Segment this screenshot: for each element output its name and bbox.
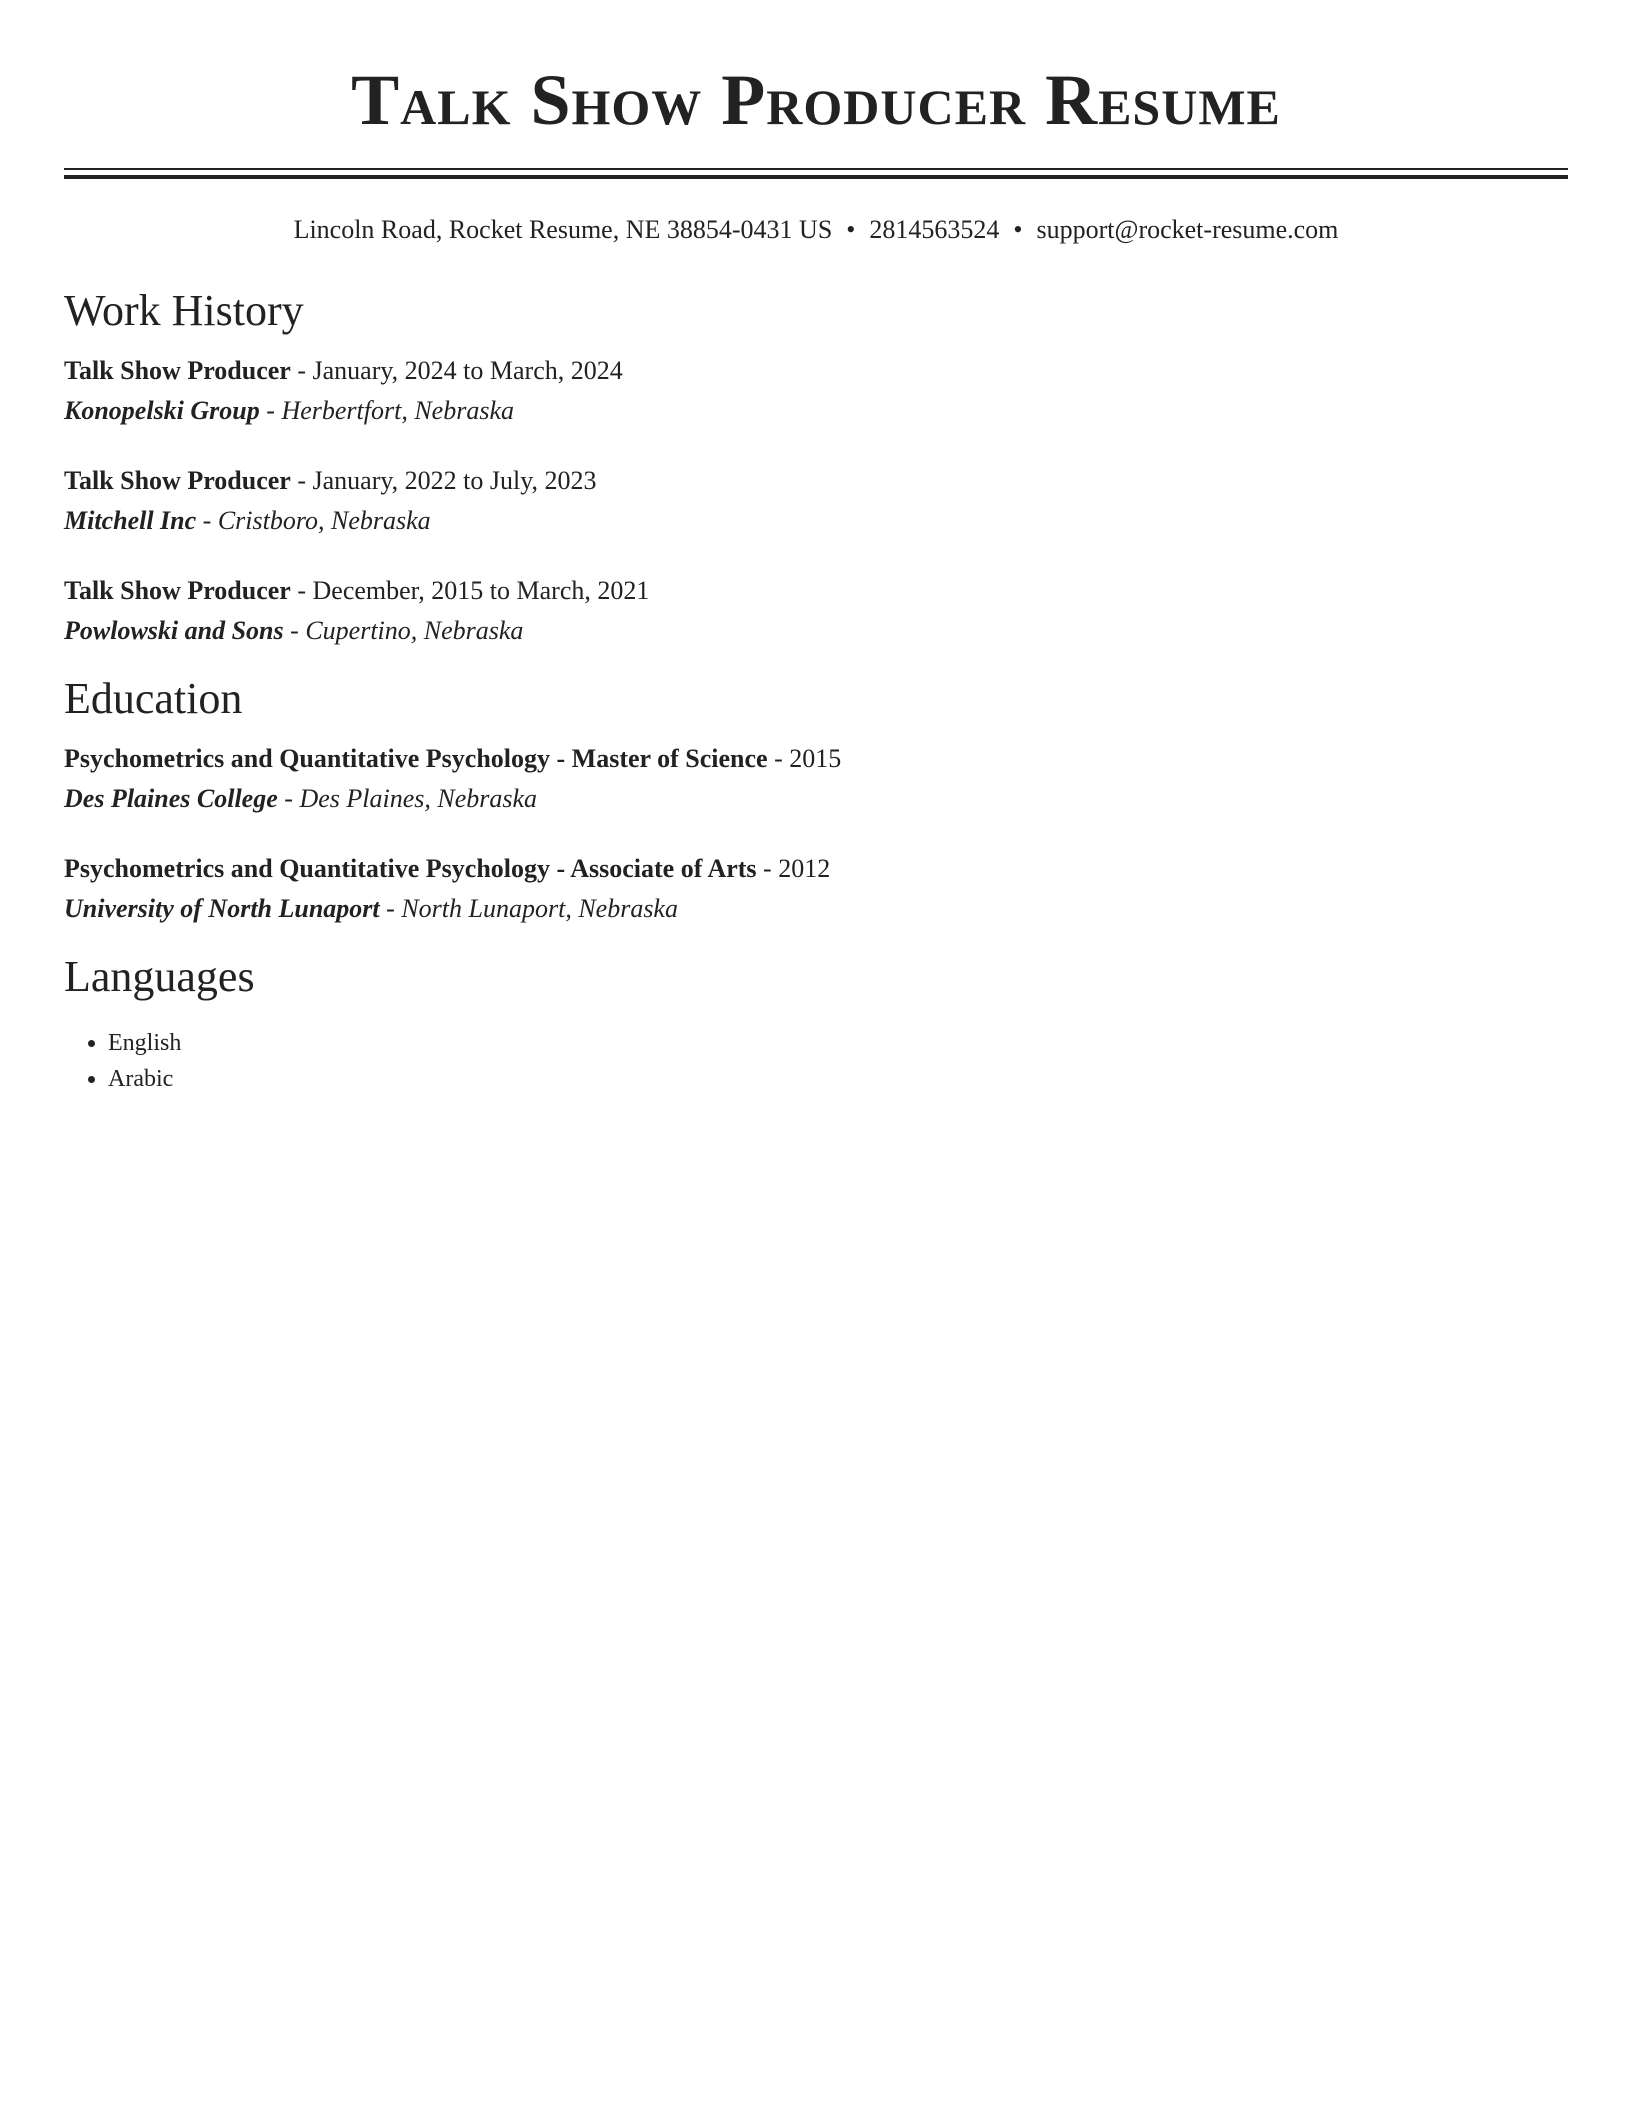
education-entry: Psychometrics and Quantitative Psychology - Associate of Arts - 2012 University of North Lunaport - North Lunaport, Nebraska <box>64 854 831 923</box>
education-entry: Psychometrics and Quantitative Psychology - Master of Science - 2015 Des Plaines College - Des Plaines, Nebraska <box>64 744 842 813</box>
school-name: University of North Lunaport <box>64 894 380 923</box>
work-entry: Talk Show Producer - December, 2015 to March, 2021 Powlowski and Sons - Cupertino, Nebraska <box>64 576 650 645</box>
page-title: Talk Show Producer Resume <box>351 60 1281 140</box>
contact-line <box>64 213 1568 247</box>
education-heading: Education <box>64 674 243 723</box>
job-role: Talk Show Producer <box>64 576 291 605</box>
work-entry: Talk Show Producer - January, 2024 to March, 2024 Konopelski Group - Herbertfort, Nebraska <box>64 356 623 425</box>
degree-year: 2012 <box>778 854 831 883</box>
job-company: Powlowski and Sons <box>64 616 284 645</box>
degree-year: 2015 <box>789 744 842 773</box>
work-entry: Talk Show Producer - January, 2022 to July, 2023 Mitchell Inc - Cristboro, Nebraska <box>64 466 597 535</box>
job-dates: January, 2024 to March, 2024 <box>312 356 623 385</box>
school-location: North Lunaport, Nebraska <box>401 894 678 923</box>
job-dates: January, 2022 to July, 2023 <box>312 466 597 495</box>
degree-title: Psychometrics and Quantitative Psychology - Associate of Arts <box>64 854 757 883</box>
resume-page <box>64 0 1568 1097</box>
contact-address: Lincoln Road, Rocket Resume, NE 38854-0431 US <box>293 215 833 244</box>
contact-separator: • <box>1013 215 1023 244</box>
contact-email: support@rocket-resume.com <box>1036 215 1339 244</box>
job-role: Talk Show Producer <box>64 356 291 385</box>
school-location: Des Plaines, Nebraska <box>299 784 538 813</box>
education-list <box>64 739 1568 929</box>
work-history-heading: Work History <box>64 286 304 335</box>
degree-title: Psychometrics and Quantitative Psychology - Master of Science <box>64 744 768 773</box>
job-company: Konopelski Group <box>64 396 260 425</box>
job-dates: December, 2015 to March, 2021 <box>312 576 650 605</box>
contact-separator: • <box>846 215 856 244</box>
job-location: Herbertfort, Nebraska <box>281 396 514 425</box>
contact-phone: 2814563524 <box>869 215 1000 244</box>
job-company: Mitchell Inc <box>64 506 197 535</box>
work-history-list <box>64 351 1568 651</box>
job-location: Cristboro, Nebraska <box>217 506 431 535</box>
languages-heading: Languages <box>64 952 255 1001</box>
languages-list <box>64 1025 1568 1097</box>
title-divider <box>64 168 1568 179</box>
school-name: Des Plaines College <box>64 784 278 813</box>
language-item: • English <box>108 1025 1568 1061</box>
job-role: Talk Show Producer <box>64 466 291 495</box>
job-location: Cupertino, Nebraska <box>305 616 524 645</box>
language-item: • Arabic <box>108 1061 1568 1097</box>
